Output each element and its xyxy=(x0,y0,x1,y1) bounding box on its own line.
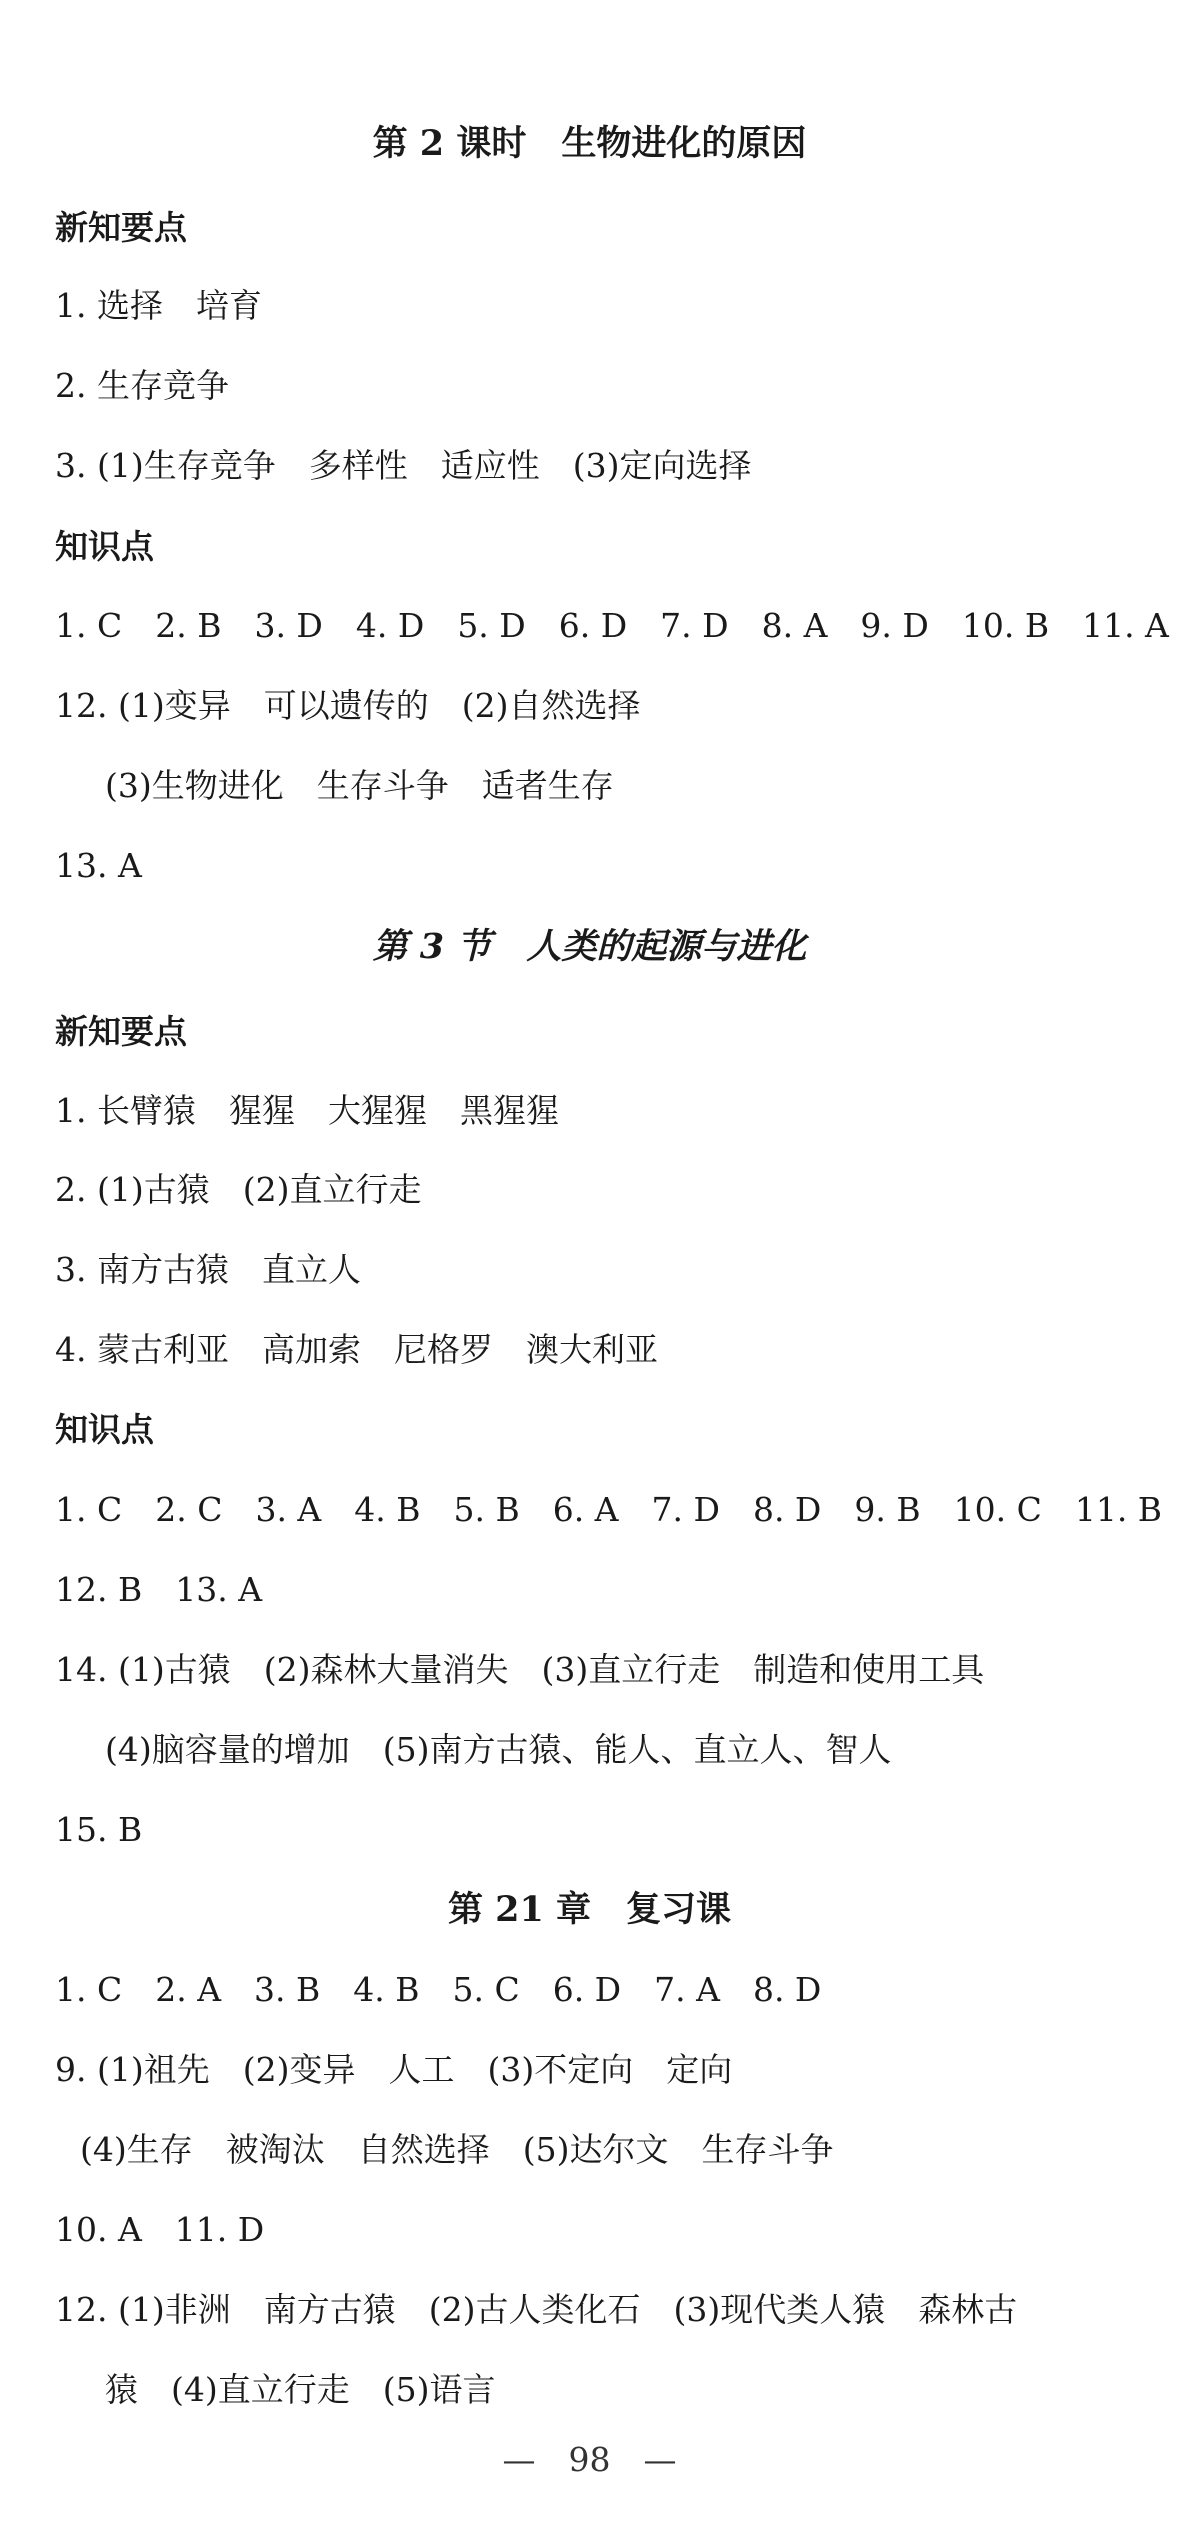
heading-new-knowledge: 新知要点 xyxy=(55,1012,187,1051)
answer-line: 13. A xyxy=(55,846,142,885)
answer-line: 1. 选择 培育 xyxy=(55,286,262,325)
answer-line: 1. 长臂猿 猩猩 大猩猩 黑猩猩 xyxy=(55,1091,559,1130)
answer-line: 12. (1)非洲 南方古猿 (2)古人类化石 (3)现代类人猿 森林古 xyxy=(55,2290,1018,2329)
answer-line: 4. 蒙古利亚 高加索 尼格罗 澳大利亚 xyxy=(55,1330,658,1369)
heading-knowledge-points: 知识点 xyxy=(55,1410,154,1449)
answer-line: 3. (1)生存竞争 多样性 适应性 (3)定向选择 xyxy=(55,446,752,485)
answer-line: (3)生物进化 生存斗争 适者生存 xyxy=(105,766,614,805)
heading-knowledge-points: 知识点 xyxy=(55,527,154,566)
answer-line: (4)脑容量的增加 (5)南方古猿、能人、直立人、智人 xyxy=(105,1730,892,1769)
answer-line: 14. (1)古猿 (2)森林大量消失 (3)直立行走 制造和使用工具 xyxy=(55,1650,985,1689)
answer-line: 10. A 11. D xyxy=(55,2210,265,2249)
answer-line: 2. 生存竞争 xyxy=(55,366,229,405)
answer-line: 3. 南方古猿 直立人 xyxy=(55,1250,361,1289)
answer-line: 12. (1)变异 可以遗传的 (2)自然选择 xyxy=(55,686,641,725)
answer-line: 猿 (4)直立行走 (5)语言 xyxy=(105,2370,496,2409)
answer-line: 9. (1)祖先 (2)变异 人工 (3)不定向 定向 xyxy=(55,2050,733,2089)
answer-line: 1. C 2. C 3. A 4. B 5. B 6. A 7. D 8. D 9. B 10. C 11. B xyxy=(55,1490,1163,1529)
answer-line: 1. C 2. A 3. B 4. B 5. C 6. D 7. A 8. D xyxy=(55,1970,822,2009)
answer-line: (4)生存 被淘汰 自然选择 (5)达尔文 生存斗争 xyxy=(80,2130,834,2169)
answer-line: 15. B xyxy=(55,1810,143,1849)
heading-new-knowledge: 新知要点 xyxy=(55,208,187,247)
page-number: — 98 — xyxy=(502,2440,677,2479)
section-title-section-3: 第 3 节 人类的起源与进化 xyxy=(372,926,807,967)
answer-line: 2. (1)古猿 (2)直立行走 xyxy=(55,1170,422,1209)
answer-line: 1. C 2. B 3. D 4. D 5. D 6. D 7. D 8. A 9. D 10. B 11. A xyxy=(55,606,1169,645)
section-title-chapter-21-review: 第 21 章 复习课 xyxy=(447,1889,732,1930)
section-title-lesson-2: 第 2 课时 生物进化的原因 xyxy=(372,123,807,164)
answer-line: 12. B 13. A xyxy=(55,1570,263,1609)
